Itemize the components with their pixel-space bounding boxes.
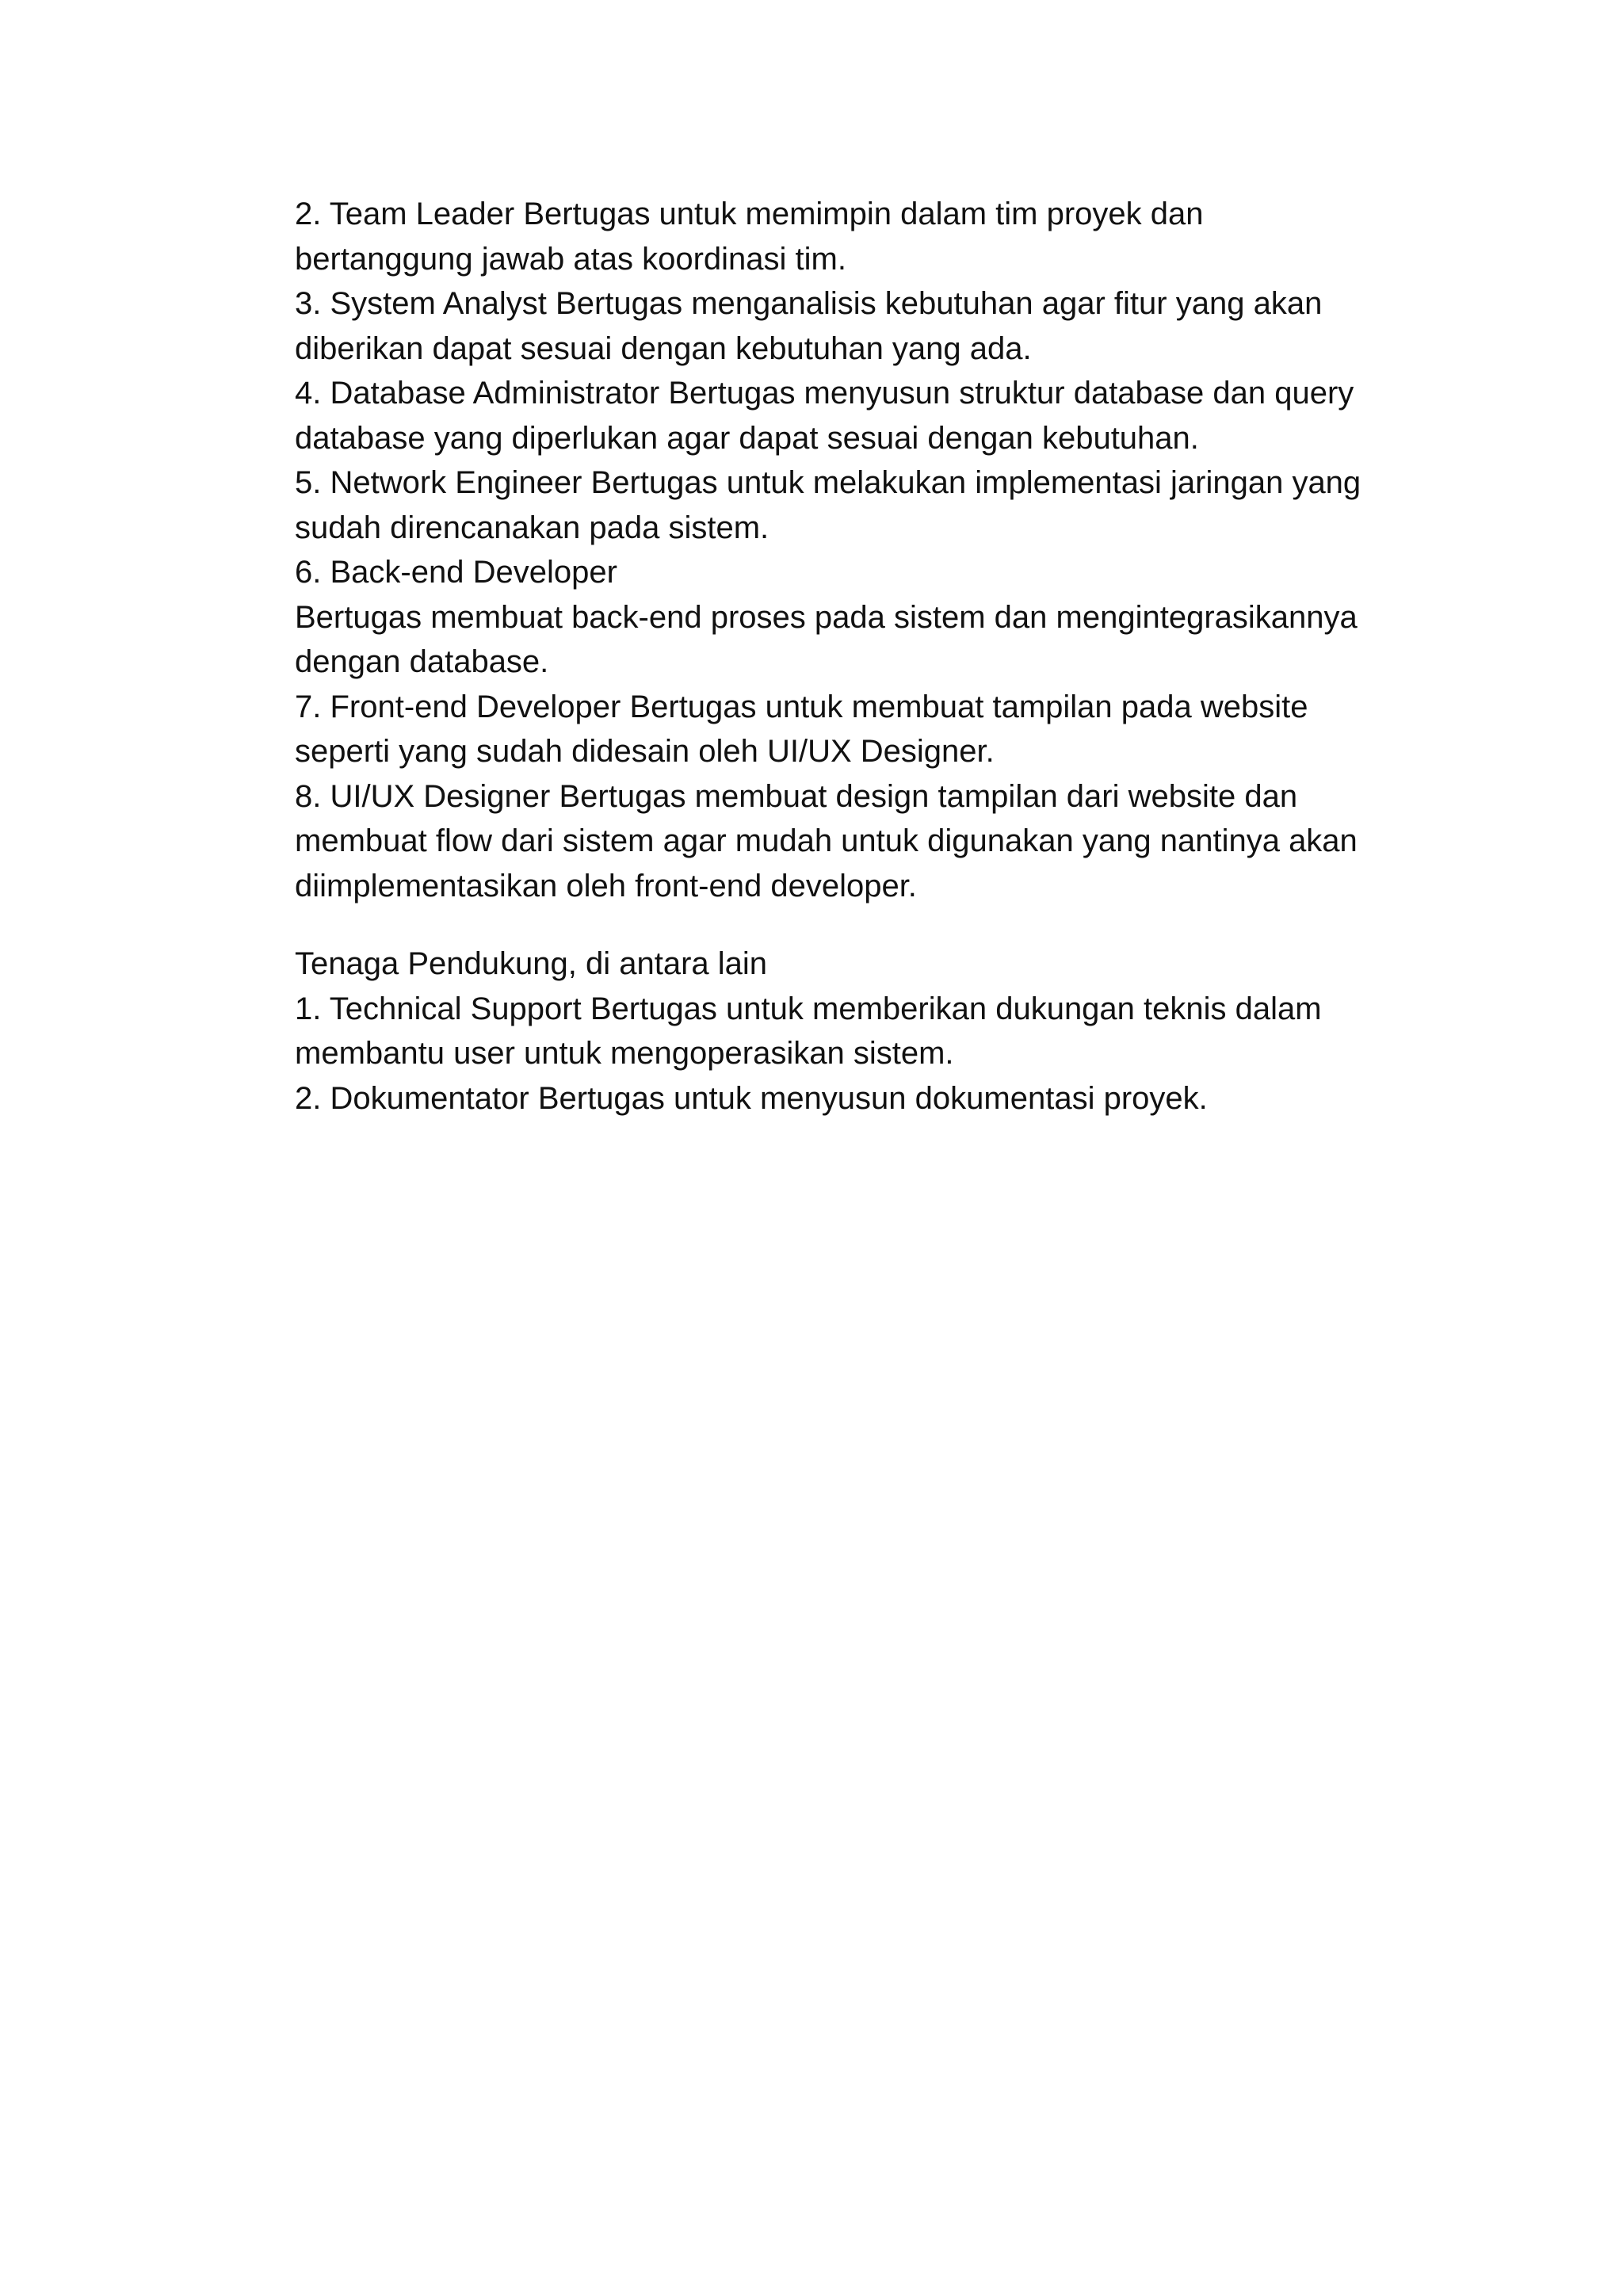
text-line: Bertugas membuat back-end proses pada sistem dan mengintegrasikannya (295, 599, 1358, 635)
role-item-back-end-developer (295, 550, 1436, 685)
role-item-database-administrator (295, 371, 1436, 460)
role-item-ui-ux-designer (295, 774, 1436, 909)
text-line: 2. Dokumentator Bertugas untuk menyusun dokumentasi proyek. (295, 1080, 1208, 1116)
paragraph-gap (295, 908, 1436, 942)
document-body (295, 192, 1436, 1121)
support-item-technical-support (295, 987, 1436, 1076)
role-item-team-leader (295, 192, 1436, 281)
text-line: diimplementasikan oleh front-end developer. (295, 868, 917, 904)
role-item-front-end-developer (295, 685, 1436, 774)
text-line: 5. Network Engineer Bertugas untuk melakukan implementasi jaringan yang (295, 465, 1361, 500)
support-item-dokumentator (295, 1076, 1436, 1121)
role-item-system-analyst (295, 281, 1436, 371)
text-line: membuat flow dari sistem agar mudah untuk digunakan yang nantinya akan (295, 823, 1358, 858)
text-line: 8. UI/UX Designer Bertugas membuat design tampilan dari website dan (295, 778, 1298, 814)
text-line: 6. Back-end Developer (295, 555, 617, 590)
support-heading: Tenaga Pendukung, di antara lain (295, 946, 768, 981)
text-line: 2. Team Leader Bertugas untuk memimpin dalam tim proyek dan (295, 197, 1204, 231)
text-line: bertanggung jawab atas koordinasi tim. (295, 241, 846, 277)
text-line: 1. Technical Support Bertugas untuk memberikan dukungan teknis dalam (295, 991, 1322, 1026)
role-item-network-engineer (295, 460, 1436, 550)
text-line: database yang diperlukan agar dapat sesuai dengan kebutuhan. (295, 420, 1199, 456)
text-line: sudah direncanakan pada sistem. (295, 510, 769, 545)
text-line: diberikan dapat sesuai dengan kebutuhan yang ada. (295, 330, 1032, 366)
text-line: 3. System Analyst Bertugas menganalisis kebutuhan agar fitur yang akan (295, 286, 1323, 321)
role-list (295, 192, 1436, 908)
text-line: dengan database. (295, 644, 549, 679)
text-line: seperti yang sudah didesain oleh UI/UX Designer. (295, 734, 995, 769)
text-line: membantu user untuk mengoperasikan sistem. (295, 1036, 954, 1071)
support-section (295, 942, 1436, 1121)
text-line: 7. Front-end Developer Bertugas untuk membuat tampilan pada website (295, 689, 1308, 724)
text-line: 4. Database Administrator Bertugas menyusun struktur database dan query (295, 376, 1354, 411)
